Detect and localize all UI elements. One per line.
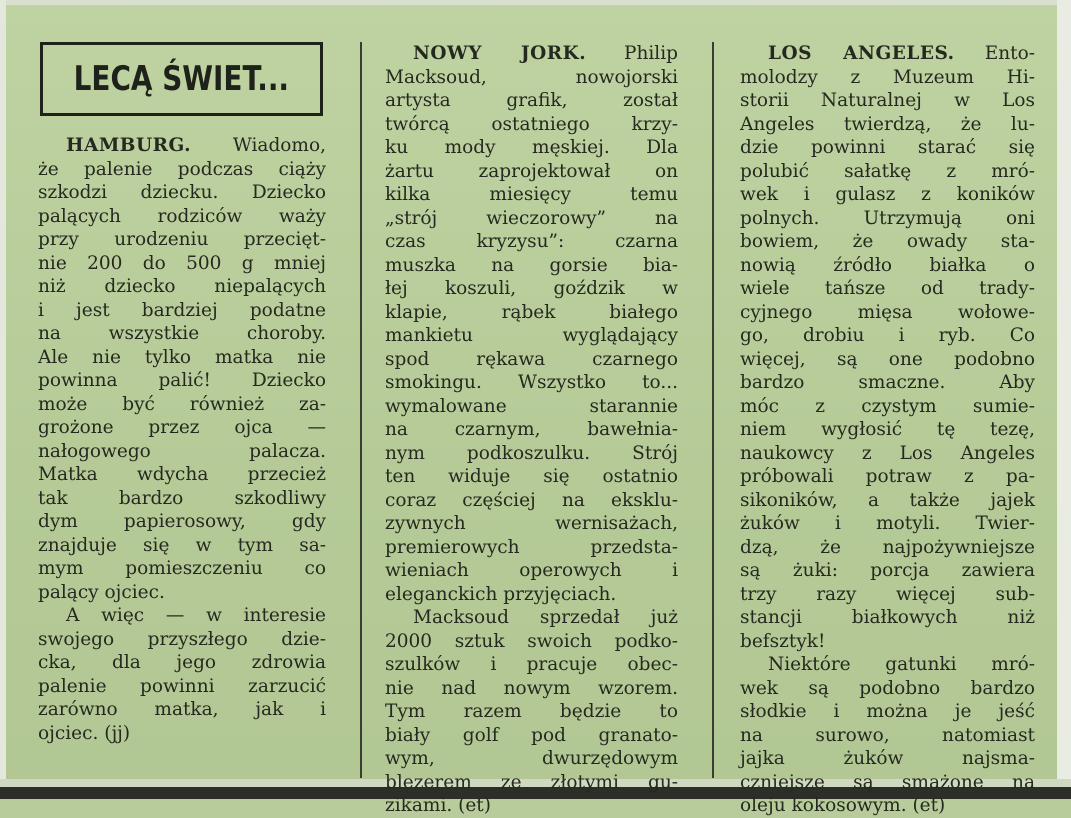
text-line: zywnych wernisażach, [385, 513, 678, 534]
text-line: nowią źródło białka o [740, 254, 1035, 276]
text-line: czniejsze są smażone na [740, 771, 1035, 793]
text-line: nie 200 do 500 g mniej [38, 252, 326, 274]
text-line: polubić sałatkę z mró- [740, 160, 1035, 182]
text-line: bowiem, że owady sta- [740, 231, 1035, 252]
text-line: żuków i motyli. Twier- [740, 513, 1035, 534]
text-line: i jest bardziej podatne [38, 299, 326, 321]
paragraph [385, 42, 678, 606]
text-line: wieniach operowych i [385, 560, 678, 581]
text-line: wek są podobno bardzo [740, 677, 1035, 699]
right-edge [1057, 0, 1071, 799]
text-line: molodzy z Muzeum Hi- [740, 66, 1035, 88]
text-line: dzą, że najpożywniejsze [740, 536, 1035, 558]
text-line: zarówno matka, jak i [38, 699, 326, 720]
text-line: niem wygłosić tę tezę, [740, 419, 1035, 440]
paragraph [38, 134, 326, 604]
text-line: befsztyk! [740, 630, 826, 652]
text-line: wymalowane starannie [385, 395, 678, 417]
text-line: cka, dla jego zdrowia [38, 652, 326, 673]
text-line: trzy razy więcej sub- [740, 583, 1035, 605]
text-line: twórcą ostatniego krzy- [385, 113, 678, 135]
text-line: palenie powinni zarzucić [38, 675, 326, 697]
text-line: wek i gulasz z koników [740, 184, 1035, 205]
text-line: ku mody męskiej. Dla [385, 137, 678, 158]
text-line: „strój wieczorowy” na [385, 207, 678, 229]
text-line [38, 134, 326, 158]
article-column-hamburg [38, 134, 326, 745]
text-line: tak bardzo szkodliwy [38, 487, 326, 509]
text-line: Angeles twierdzą, że lu- [740, 113, 1035, 135]
dateline: HAMBURG. [66, 135, 192, 156]
text-line: biały golf pod granato- [385, 724, 678, 746]
text-line: zikami. (et) [385, 795, 491, 816]
text-line [740, 42, 1035, 66]
text-line: na surowo, natomiast [740, 724, 1035, 746]
text-line: móc z czystym sumie- [740, 395, 1035, 417]
article-column-los-angeles [740, 42, 1035, 818]
text-line: stancji białkowych niż [740, 607, 1035, 628]
text-line: na wszystkie choroby. [38, 323, 326, 344]
column-divider [712, 42, 714, 778]
text-line: spod rękawa czarnego [385, 348, 678, 370]
text-line: klapie, rąbek białego [385, 301, 678, 323]
text-line: blezerem ze złotymi gu- [385, 771, 678, 793]
text-line: swojego przyszłego dzie- [38, 628, 326, 650]
text-line: A więc — w interesie [66, 605, 326, 626]
text-line: łej koszuli, goździk w [385, 278, 678, 299]
text-line: 2000 sztuk swoich podko- [385, 630, 678, 652]
text-line: nałogowego palacza. [38, 440, 326, 462]
text-line: przy urodzeniu przecięt- [38, 229, 326, 250]
text-line: wym, dwurzędowym [385, 748, 678, 769]
text-line [385, 42, 678, 66]
text-line: kilka miesięcy temu [385, 184, 678, 205]
text-line: palący ojciec. [38, 581, 165, 603]
text-line: oleju kokosowym. (et) [740, 795, 946, 816]
text-line: bardzo smaczne. Aby [740, 372, 1035, 393]
text-line: mym pomieszczeniu co [38, 558, 326, 579]
text-line: ojciec. (jj) [38, 722, 131, 744]
text-line: eleganckich przyjęciach. [385, 583, 617, 605]
text-line: Macksoud, nowojorski [385, 66, 678, 88]
text-line: cyjnego mięsa wołowe- [740, 301, 1035, 323]
text-line: Ale nie tylko matka nie [38, 346, 326, 368]
top-edge [0, 0, 1071, 5]
text-line: Niektóre gatunki mró- [768, 654, 1035, 675]
paragraph [385, 606, 678, 818]
text-line: dym papierosowy, gdy [38, 511, 326, 532]
dateline: LOS ANGELES. [768, 43, 955, 64]
text-line: żartu zaprojektował on [385, 160, 678, 182]
text-line: grożone przez ojca — [38, 417, 326, 438]
text-line: premierowych przedsta- [385, 536, 678, 558]
text-line: mankietu wyglądający [385, 325, 678, 346]
text-line: znajduje się w tym sa- [38, 534, 326, 556]
left-edge [0, 0, 6, 799]
text-line: są żuki: porcja zawiera [740, 560, 1035, 581]
text-line: smokingu. Wszystko to... [385, 372, 678, 393]
text-line: Matka wdycha przecież [38, 464, 326, 485]
text-line: więcej, są one podobno [740, 348, 1035, 370]
paragraph [740, 42, 1035, 653]
text-line: coraz częściej na eksklu- [385, 489, 678, 511]
text-line: artysta grafik, został [385, 90, 678, 111]
text-line: polnych. Utrzymują oni [740, 207, 1035, 229]
text-line: go, drobiu i ryb. Co [740, 325, 1035, 346]
text-line: słodkie i można je jeść [740, 701, 1035, 722]
line-text: Philip [624, 43, 678, 64]
text-line: nym podkoszulku. Strój [385, 442, 678, 464]
text-line: na czarnym, bawełnia- [385, 419, 678, 440]
text-line: sikoników, a także jajek [740, 489, 1035, 511]
dateline: NOWY JORK. [413, 43, 587, 64]
text-line: niż dziecko niepalących [38, 276, 326, 297]
text-line: dzie powinni starać się [740, 137, 1035, 158]
paragraph [38, 604, 326, 745]
text-line: palących rodziców waży [38, 205, 326, 227]
text-line: Macksoud sprzedał już [413, 607, 678, 628]
text-line: Tym razem będzie to [385, 701, 678, 722]
text-line: ten widuje się ostatnio [385, 466, 678, 487]
line-text: Wiadomo, [232, 135, 326, 156]
text-line: że palenie podczas ciąży [38, 158, 326, 180]
headline: LECĄ ŚWIET... [73, 59, 290, 99]
text-line: szkodzi dziecku. Dziecko [38, 182, 326, 203]
text-line: wiele tańsze od trady- [740, 278, 1035, 299]
paragraph [740, 653, 1035, 818]
text-line: próbowali potraw z pa- [740, 466, 1035, 487]
text-line: jajka żuków najsma- [740, 748, 1035, 769]
text-line: nie nad nowym wzorem. [385, 677, 678, 699]
text-line: czas kryzysu”: czarna [385, 231, 678, 252]
article-column-nowy-jork [385, 42, 678, 818]
text-line: powinna palić! Dziecko [38, 370, 326, 391]
text-line: storii Naturalnej w Los [740, 90, 1035, 111]
line-text: Ento- [984, 43, 1035, 64]
column-divider [360, 42, 362, 778]
text-line: szulków i pracuje obec- [385, 654, 678, 675]
headline-box [40, 42, 323, 116]
text-line: muszka na gorsie bia- [385, 254, 678, 276]
text-line: naukowcy z Los Angeles [740, 442, 1035, 464]
text-line: może być również za- [38, 393, 326, 415]
